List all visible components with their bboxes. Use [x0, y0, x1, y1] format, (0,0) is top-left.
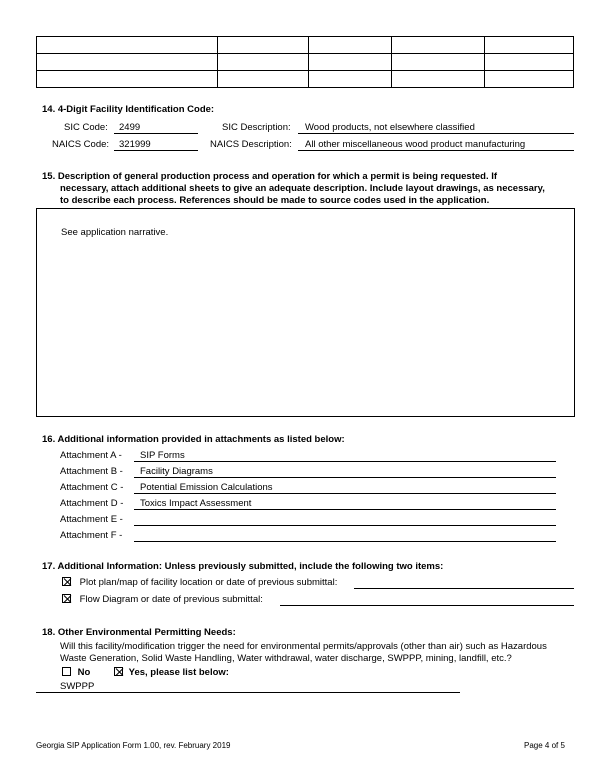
attachment-f-label: Attachment F - — [60, 530, 123, 541]
table-cell[interactable] — [392, 71, 485, 88]
naics-desc-field[interactable]: All other miscellaneous wood product manufacturing — [305, 139, 526, 150]
attachment-c-underline — [134, 493, 556, 494]
process-description-box[interactable] — [36, 208, 575, 417]
yes-label: Yes, please list below: — [128, 667, 229, 678]
attachment-d-underline — [134, 509, 556, 510]
no-option — [62, 667, 90, 678]
sic-desc-underline — [298, 133, 574, 134]
footer-form-id: Georgia SIP Application Form 1.00, rev. February 2019 — [36, 741, 231, 750]
flow-diagram-underline[interactable] — [280, 605, 574, 606]
naics-desc-underline — [298, 150, 574, 151]
table-cell[interactable] — [485, 71, 574, 88]
table-row — [37, 37, 574, 54]
attachment-a-label: Attachment A - — [60, 450, 122, 461]
table-row — [37, 71, 574, 88]
attachment-b-underline — [134, 477, 556, 478]
section-15-line-3: to describe each process. References should be made to source codes used in the application. — [60, 195, 490, 206]
attachment-d-label: Attachment D - — [60, 498, 124, 509]
yes-checkbox[interactable] — [114, 667, 123, 676]
attachment-b-field[interactable]: Facility Diagrams — [140, 466, 213, 477]
plot-plan-row — [62, 577, 337, 588]
plot-plan-checkbox[interactable] — [62, 577, 71, 586]
footer-page-number: Page 4 of 5 — [524, 741, 565, 750]
section-18-question-line-2: Waste Generation, Solid Waste Handling, Water withdrawal, water discharge, SWPPP, mining, landfill, etc.? — [60, 653, 512, 664]
attachment-e-label: Attachment E - — [60, 514, 123, 525]
section-16-title: 16. Additional information provided in attachments as listed below: — [42, 434, 345, 445]
table-cell[interactable] — [218, 54, 309, 71]
sic-desc-field[interactable]: Wood products, not elsewhere classified — [305, 122, 475, 133]
sic-desc-label: SIC Description: — [222, 122, 291, 133]
attachment-b-label: Attachment B - — [60, 466, 123, 477]
no-checkbox[interactable] — [62, 667, 71, 676]
table-cell[interactable] — [485, 37, 574, 54]
section-14-title: 14. 4-Digit Facility Identification Code: — [42, 104, 215, 115]
yes-option — [114, 667, 229, 678]
table-cell[interactable] — [309, 54, 392, 71]
attachment-c-label: Attachment C - — [60, 482, 124, 493]
table-cell[interactable] — [485, 54, 574, 71]
table-cell[interactable] — [392, 37, 485, 54]
other-permits-underline — [36, 692, 460, 693]
attachment-c-field[interactable]: Potential Emission Calculations — [140, 482, 273, 493]
no-label: No — [77, 667, 91, 678]
naics-code-underline — [114, 150, 198, 151]
attachment-f-underline — [134, 541, 556, 542]
section-18-question-line-1: Will this facility/modification trigger the need for environmental permits/approvals (other than air) such as Hazardous — [60, 641, 547, 652]
table-cell[interactable] — [309, 71, 392, 88]
sic-code-underline — [114, 133, 198, 134]
flow-diagram-label: Flow Diagram or date of previous submittal: — [79, 594, 263, 605]
naics-desc-label: NAICS Description: — [210, 139, 292, 150]
flow-diagram-checkbox[interactable] — [62, 594, 71, 603]
plot-plan-underline[interactable] — [354, 588, 574, 589]
table-cell[interactable] — [218, 71, 309, 88]
table-cell[interactable] — [392, 54, 485, 71]
naics-code-label: NAICS Code: — [52, 139, 110, 150]
table-row — [37, 54, 574, 71]
attachment-a-field[interactable]: SIP Forms — [140, 450, 185, 461]
table-cell[interactable] — [37, 71, 218, 88]
other-permits-field[interactable]: SWPPP — [60, 681, 95, 692]
attachment-d-field[interactable]: Toxics Impact Assessment — [140, 498, 252, 509]
table-cell[interactable] — [218, 37, 309, 54]
table-cell[interactable] — [37, 37, 218, 54]
section-18-title: 18. Other Environmental Permitting Needs: — [42, 627, 236, 638]
section-15-line-2: necessary, attach additional sheets to give an adequate description. Include layout drawings, as necessary, — [60, 183, 545, 194]
sic-code-label: SIC Code: — [64, 122, 108, 133]
process-description-text: See application narrative. — [61, 227, 169, 238]
emission-table — [36, 36, 574, 88]
attachment-e-underline — [134, 525, 556, 526]
flow-diagram-row — [62, 594, 263, 605]
table-cell[interactable] — [309, 37, 392, 54]
table-cell[interactable] — [37, 54, 218, 71]
section-17-title: 17. Additional Information: Unless previously submitted, include the following two items: — [42, 561, 444, 572]
plot-plan-label: Plot plan/map of facility location or date of previous submittal: — [79, 577, 338, 588]
section-15-line-1: 15. Description of general production process and operation for which a permit is being requested. If — [42, 171, 498, 182]
sic-code-field[interactable]: 2499 — [119, 122, 141, 133]
attachment-a-underline — [134, 461, 556, 462]
naics-code-field[interactable]: 321999 — [119, 139, 151, 150]
